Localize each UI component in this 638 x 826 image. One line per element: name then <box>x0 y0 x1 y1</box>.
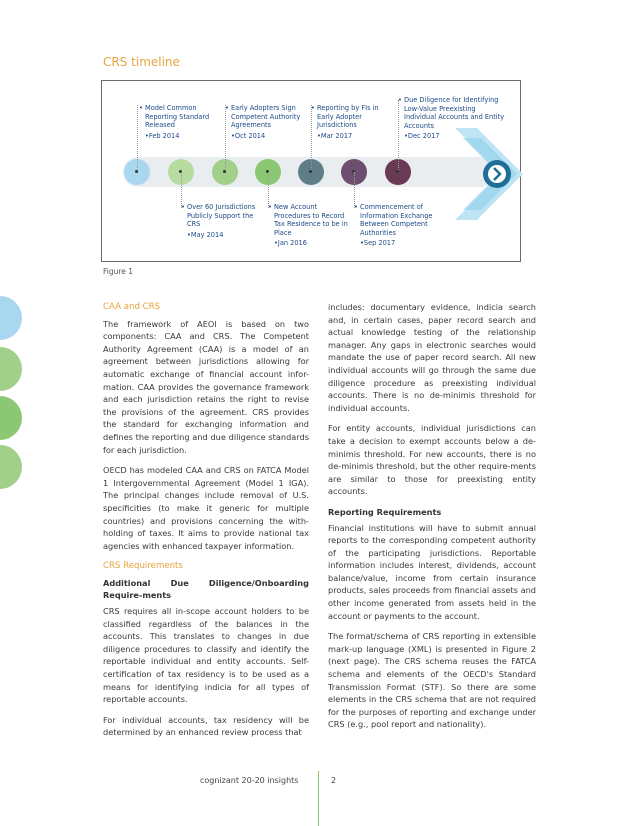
decorative-circle <box>0 347 22 391</box>
paragraph: For individual accounts, tax residency will be determined by an enhanced review process that <box>103 714 309 738</box>
connector-line <box>225 105 226 170</box>
connector-line <box>137 105 138 170</box>
left-column <box>103 301 309 747</box>
timeline-label: • Model Common Reporting Standard Released •Feb 2014 <box>139 104 210 140</box>
timeline-label: • Reporting by FIs in Early Adopter Jurisdictions •Mar 2017 <box>311 104 379 140</box>
paragraph: The format/schema of CRS reporting in extensible mark-up language (XML) is presented in Figure 2 (next page). The CRS schema reuses the FATCA schema and elements of the OECD's Standard Transmission Format (STF). So there are some elements in the CRS schema that are not required for the purposes of reporting and exchange under CRS (e.g., pool report and nationality). <box>328 631 536 730</box>
timeline-label: • New Account Procedures to Record Tax Residence to be in Place •Jan 2016 <box>268 203 348 247</box>
paragraph: OECD has modeled CAA and CRS on FATCA Model 1 Intergovernmental Agreement (Model 1 IGA). The principal changes include removal of U.S. specificities (to make it generic for multiple countries) and provisions concerning the with-holding of taxes. It aims to provide national tax agencies with enhanced taxpayer information. <box>103 465 309 551</box>
decorative-circle <box>0 445 22 489</box>
timeline-label: • Early Adopters Sign Competent Authority Agreements •Oct 2014 <box>225 104 301 140</box>
paragraph: For entity accounts, individual jurisdictions can take a decision to exempt accounts below a de-minimis threshold. For new accounts, there is no de-minimis threshold, but the other require-ments are similar to those for preexisting entity accounts. <box>328 423 536 497</box>
section-heading: CRS Requirements <box>103 561 183 572</box>
page-title: CRS timeline <box>103 55 180 69</box>
page-number: 2 <box>331 776 337 785</box>
connector-line <box>311 105 312 170</box>
timeline-label: • Commencement of Information Exchange Between Competent Authorities •Sep 2017 <box>354 203 433 247</box>
right-column <box>328 301 536 739</box>
footer-brand: cognizant 20-20 insights <box>200 776 299 785</box>
timeline-label: • Over 60 Jurisdictions Publicly Support the CRS •May 2014 <box>181 203 256 239</box>
paragraph: Financial institutions will have to submit annual reports to the corresponding competent authority of the participating jurisdictions. Reportable information includes interest, dividends, account balance/value, income from certain insurance products, sales proceeds from financial assets and other income generated from assets held in the account or payments to the account. <box>328 522 536 621</box>
connector-line <box>398 100 399 170</box>
subsection-heading: Additional Due Diligence/Onboarding Require-ments <box>103 577 309 601</box>
paragraph: CRS requires all in-scope account holders to be classified regardless of the balances in the accounts. This translates to changes in due diligence procedures to classify and identify the reportable individual and entity accounts. Self-certification of tax residency is to be used as a means for identifying indicia for all types of reportable accounts. <box>103 606 309 705</box>
section-heading: CAA and CRS <box>103 302 161 312</box>
paragraph: includes: documentary evidence, indicia search and, in certain cases, paper record search and actual knowledge testing of the relationship manager. Any gaps in electronic searches would mandate the use of paper record search. All new individual accounts will go through the same due diligence procedure as preexisting individual accounts. There is no de-minimis threshold for individual accounts. <box>328 302 536 413</box>
timeline-label: • Due Diligence for Identifying Low-Value Preexisting Individual Accounts and Entity Accounts •Dec 2017 <box>398 96 505 140</box>
timeline-arrow <box>455 128 525 220</box>
footer-divider <box>318 771 319 826</box>
figure-caption: Figure 1 <box>103 267 134 276</box>
decorative-circle <box>0 296 22 340</box>
decorative-circle <box>0 396 22 440</box>
paragraph: The framework of AEOI is based on two components: CAA and CRS. The Competent Authority Agreement (CAA) is a model of an agreement between jurisdictions allowing for automatic exchange of financial account infor-mation. CAA provides the governance framework and each jurisdiction retains the right to revise the provisions of the agreement. CRS provides the standard for exchanging information and defines the reporting and due diligence standards for each jurisdiction. <box>103 318 309 455</box>
subsection-heading: Reporting Requirements <box>328 506 442 517</box>
